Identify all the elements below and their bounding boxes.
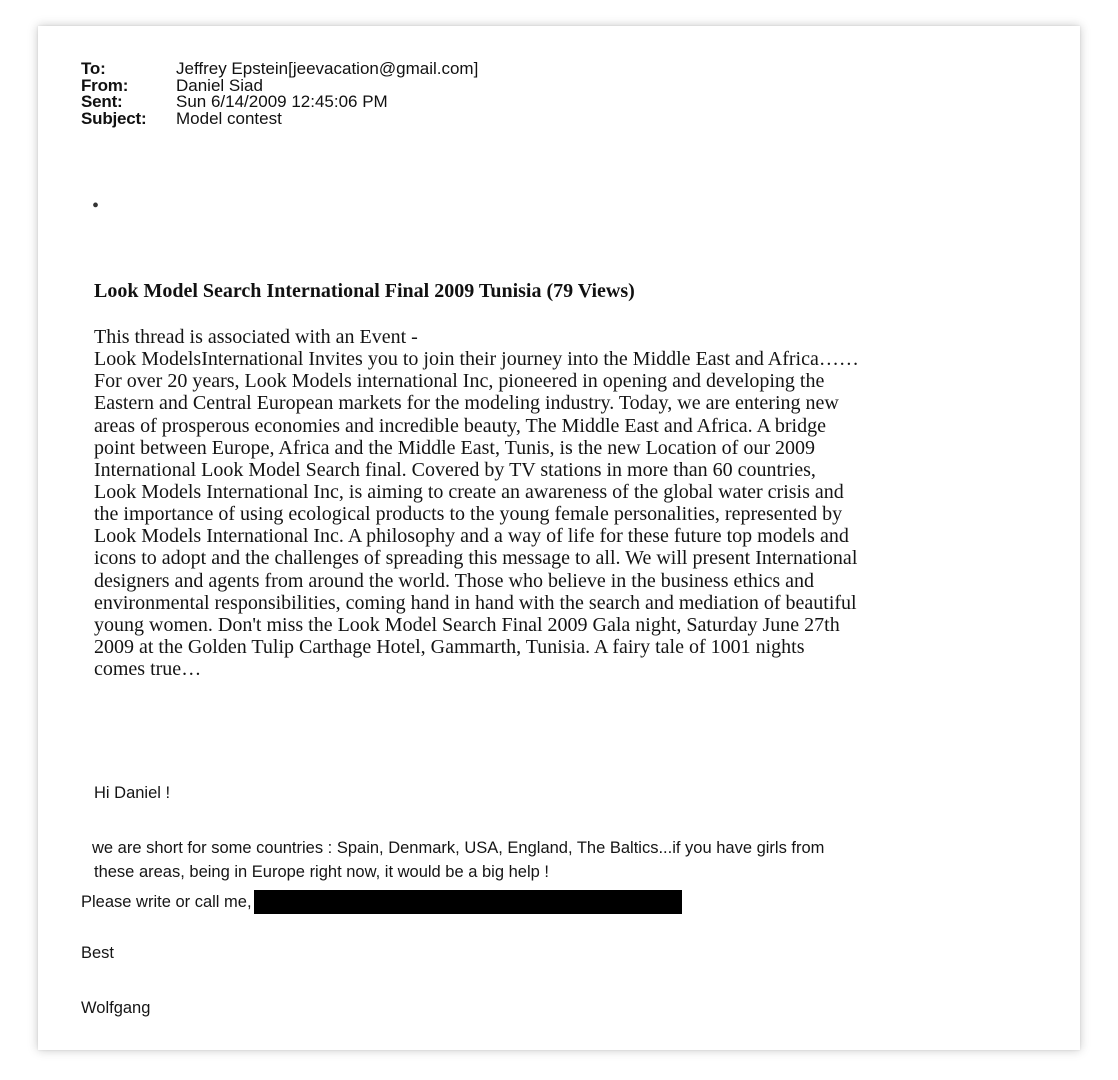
reply-signature: Wolfgang <box>81 999 151 1017</box>
post-line: Eastern and Central European markets for the modeling industry. Today, we are entering new <box>94 392 839 415</box>
post-line: International Look Model Search final. Covered by TV stations in more than 60 countries, <box>94 458 816 481</box>
subject-label: Subject: <box>81 108 147 128</box>
post-line: point between Europe, Africa and the Middle East, Tunis, is the new Location of our 2009 <box>94 436 815 459</box>
post-line: comes true… <box>94 658 202 681</box>
reply-signoff: Best <box>81 944 115 962</box>
post-line: 2009 at the Golden Tulip Carthage Hotel, Gammarth, Tunisia. A fairy tale of 1001 nights <box>94 635 805 658</box>
contact-text: Please write or call me, <box>81 892 252 911</box>
post-line: young women. Don't miss the Look Model Search Final 2009 Gala night, Saturday June 27th <box>94 613 840 636</box>
sent-label: Sent: <box>81 92 123 111</box>
bullet-point: • <box>92 195 100 217</box>
reply-greeting: Hi Daniel ! <box>94 784 171 802</box>
post-line: designers and agents from around the world. Those who believe in the business ethics and <box>94 569 815 592</box>
request-line-2: these areas, being in Europe right now, it would be a big help ! <box>94 863 549 881</box>
post-body <box>94 326 1084 680</box>
reply-contact <box>81 890 682 914</box>
post-line: the importance of using ecological products to the young female personalities, represented by <box>94 503 843 526</box>
email-header <box>81 61 478 127</box>
subject-value: Model contest <box>176 108 282 128</box>
to-value: Jeffrey Epstein[jeevacation@gmail.com] <box>176 59 479 78</box>
to-label: To: <box>81 59 106 78</box>
header-to-row <box>81 61 478 78</box>
post-line: Look Models International Inc. A philosophy and a way of life for these future top models and <box>94 525 849 548</box>
request-line-1: we are short for some countries : Spain, Denmark, USA, England, The Baltics...if you have girls from <box>92 839 825 857</box>
post-line: Look Models International Inc, is aiming to create an awareness of the global water crisis and <box>94 480 844 503</box>
post-line: This thread is associated with an Event - <box>94 326 418 348</box>
email-document <box>38 26 1080 1050</box>
post-line: Look ModelsInternational Invites you to join their journey into the Middle East and Africa…… <box>94 348 859 371</box>
post-line: areas of prosperous economies and incredible beauty, The Middle East and Africa. A bridge <box>94 414 826 437</box>
post-line: For over 20 years, Look Models international Inc, pioneered in opening and developing the <box>94 370 825 393</box>
reply-request <box>92 836 824 884</box>
redaction-bar <box>254 890 682 914</box>
post-line: environmental responsibilities, coming hand in hand with the search and mediation of beautiful <box>94 591 857 614</box>
from-label: From: <box>81 75 129 95</box>
post-line: icons to adopt and the challenges of spreading this message to all. We will present International <box>94 547 858 570</box>
post-title: Look Model Search International Final 2009 Tunisia (79 Views) <box>94 280 635 302</box>
sent-value: Sun 6/14/2009 12:45:06 PM <box>176 92 388 111</box>
from-value: Daniel Siad <box>176 75 263 95</box>
header-subject-row <box>81 108 478 128</box>
